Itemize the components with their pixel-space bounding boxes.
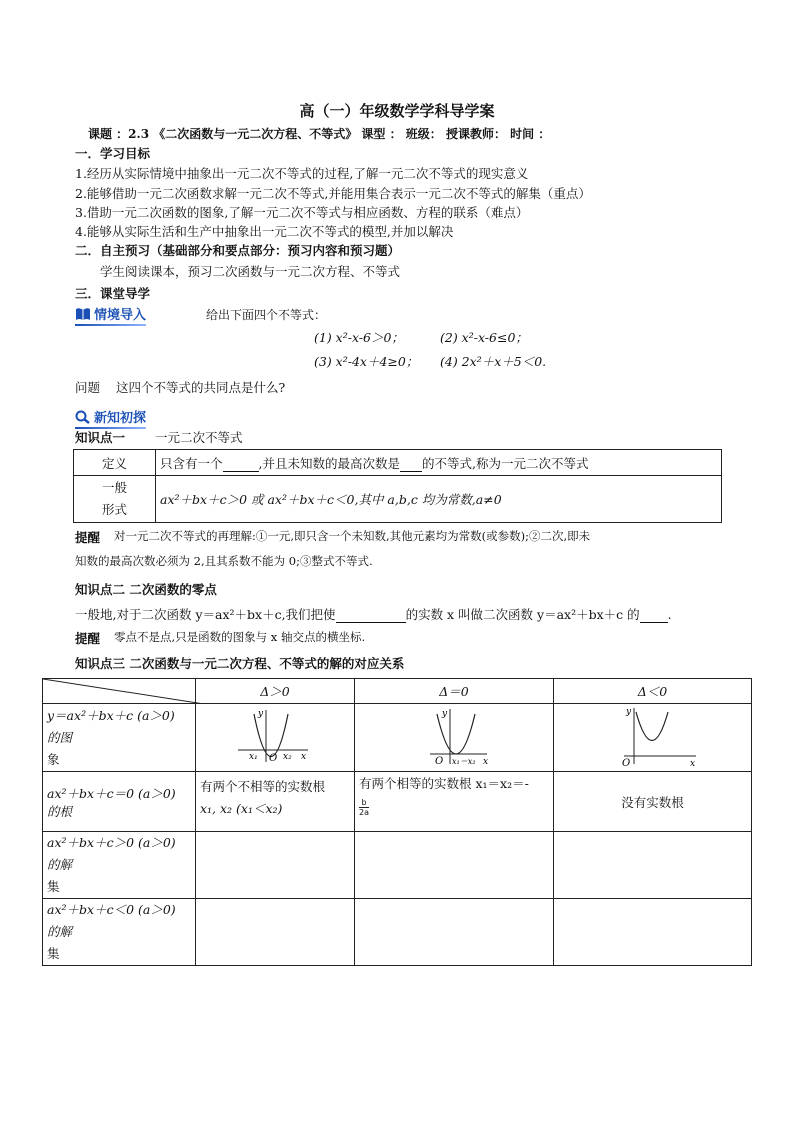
parabola-one-root (355, 704, 553, 768)
row-head-line: y＝ax²＋bx＋c (a＞0) 的图 (47, 707, 175, 745)
badge-label: 情境导入 (94, 308, 147, 323)
y-label: y (258, 709, 264, 719)
row-head-line: 象 (47, 751, 60, 767)
ineq-intro: 给出下面四个不等式： (206, 308, 327, 322)
inequality-3: (3) x²-4x＋4≥0； (314, 354, 419, 369)
form-head-line: 形式 (101, 502, 127, 517)
blank[interactable] (400, 458, 422, 472)
section-guide-heading: 三．课堂导学 (75, 286, 151, 301)
roots-two (196, 772, 355, 832)
x2-label: x₂ (283, 752, 292, 762)
question-label: 问题 (75, 380, 101, 395)
section-goals-heading: 一．学习目标 (75, 146, 151, 161)
y-label: y (442, 709, 448, 719)
blank[interactable] (223, 458, 259, 472)
row-head-line: ax²＋bx＋c＜0 (a＞0) 的解 (47, 902, 176, 939)
lesson-meta: 课题 ：2.3 《二次函数与一元二次方程、不等式》 课型 ： 班级： 授课教师： 时间 ： (88, 127, 551, 141)
badge-label: 新知初探 (94, 411, 147, 426)
def-text: ,并且未知数的最高次数是 (258, 455, 400, 471)
form-head-line: 一般 (101, 480, 127, 495)
kp2-remark-label: 提醒 (75, 631, 101, 646)
page-title: 高（一）年级数学学科导学案 (299, 102, 495, 120)
def-body (156, 450, 722, 476)
origin-label: O (622, 758, 631, 768)
form-body: ax²＋bx＋c＞0 或 ax²＋bx＋c＜0,其中 a,b,c 均为常数,a≠0 (156, 476, 722, 523)
answer-cell[interactable] (196, 899, 355, 966)
fraction-numerator: b (361, 798, 367, 807)
inequality-4: (4) 2x²＋x＋5＜0. (440, 354, 547, 369)
kp1-table (73, 449, 722, 523)
answer-cell[interactable] (196, 832, 355, 899)
roots-one (355, 772, 554, 832)
section-preview-heading: 二．自主预习（基础部分和要点部分：预习内容和预习题） (75, 243, 401, 258)
goal-item: 3.借助一元二次函数的图象,了解一元二次不等式与相应函数、方程的联系（难点） (75, 205, 529, 220)
kp2-text-part: 的实数 x 叫做二次函数 y＝ax²＋bx＋c 的 (405, 607, 640, 622)
kp2-remark: 零点不是点,只是函数的图象与 x 轴交点的横坐标. (114, 630, 366, 644)
kp2-text-part: 一般地,对于二次函数 y＝ax²＋bx＋c,我们把使 (75, 607, 336, 622)
goal-item: 4.能够从实际生活和生产中抽象出一元二次不等式的模型,并加以解决 (75, 224, 454, 239)
blank[interactable] (336, 609, 406, 623)
parabola-two-roots (196, 704, 354, 768)
row-head-line: 集 (47, 946, 60, 961)
origin-label: O (269, 753, 278, 764)
row-head-line: ax²＋bx＋c＞0 (a＞0) 的解 (47, 835, 176, 872)
x12-label: x₁＝x₂ (452, 757, 476, 766)
goal-item: 1.经历从实际情境中抽象出一元二次不等式的过程,了解一元二次不等式的现实意义 (75, 166, 529, 181)
y-label: y (626, 707, 632, 717)
goal-item: 2.能够借助一元二次函数求解一元二次不等式,并能用集合表示一元二次不等式的解集（重点） (75, 186, 591, 201)
parabola-curve (437, 714, 475, 754)
col-head-negative: Δ＜0 (554, 679, 752, 704)
def-text: 的不等式,称为一元二次不等式 (422, 455, 589, 471)
x-label: x (483, 757, 489, 767)
situation-badge (75, 304, 146, 323)
remark-line: 知数的最高次数必须为 2,且其系数不能为 0;③整式不等式. (75, 554, 373, 568)
magnifier-icon (75, 410, 91, 424)
form-head (74, 476, 156, 523)
row-head-roots: ax²＋bx＋c＝0 (a＞0) 的根 (43, 772, 196, 832)
x1-label: x₁ (249, 752, 258, 762)
graph-cell-2 (355, 704, 554, 772)
fraction-denominator: 2a (359, 808, 369, 817)
origin-label: O (435, 756, 444, 767)
answer-cell[interactable] (554, 832, 752, 899)
diagonal-line (43, 679, 204, 704)
corner-cell (43, 679, 196, 704)
def-text: 只含有一个 (160, 455, 223, 471)
col-head-zero: Δ＝0 (355, 679, 554, 704)
col-head-positive: Δ＞0 (196, 679, 355, 704)
kp3-table (42, 678, 752, 966)
roots-line: 有两个不相等的实数根 (200, 779, 326, 794)
kp3-title: 知识点三 二次函数与一元二次方程、不等式的解的对应关系 (75, 656, 405, 671)
question-text: 这四个不等式的共同点是什么? (116, 380, 286, 395)
new-knowledge-badge (75, 407, 146, 426)
roots-line: x₁, x₂ (x₁＜x₂) (200, 801, 283, 816)
answer-cell[interactable] (355, 832, 554, 899)
inequality-1: (1) x²-x-6＞0； (314, 330, 404, 345)
answer-cell[interactable] (355, 899, 554, 966)
kp2-title: 知识点二 二次函数的零点 (75, 582, 217, 597)
x-label: x (301, 752, 307, 762)
graph-cell-1 (196, 704, 355, 772)
roots-none: 没有实数根 (554, 772, 752, 832)
answer-cell[interactable] (554, 899, 752, 966)
kp2-text-part: . (667, 607, 672, 622)
kp1-label: 知识点一 (75, 430, 126, 445)
kp1-title: 一元二次不等式 (155, 430, 243, 445)
row-head-gt (43, 832, 196, 899)
inequality-2: (2) x²-x-6≤0； (440, 330, 528, 345)
preview-text: 学生阅读课本，预习二次函数与一元二次方程、不等式 (100, 264, 401, 279)
row-head-lt (43, 899, 196, 966)
row-head-graph (43, 704, 196, 772)
roots-line: 有两个相等的实数根 x₁＝x₂＝- (359, 776, 529, 791)
remark-label: 提醒 (75, 530, 101, 545)
fraction (359, 798, 369, 817)
blank[interactable] (640, 609, 668, 623)
kp2-text (75, 605, 672, 623)
remark-line: 对一元二次不等式的再理解:①一元,即只含一个未知数,其他元素均为常数(或参数);②二次,即未 (114, 529, 591, 543)
book-icon (75, 307, 91, 321)
row-head-line: 集 (47, 879, 60, 894)
graph-cell-3 (554, 704, 752, 772)
parabola-curve (636, 712, 668, 741)
x-label: x (690, 759, 696, 768)
def-head: 定义 (74, 450, 156, 476)
parabola-no-root (554, 704, 742, 768)
